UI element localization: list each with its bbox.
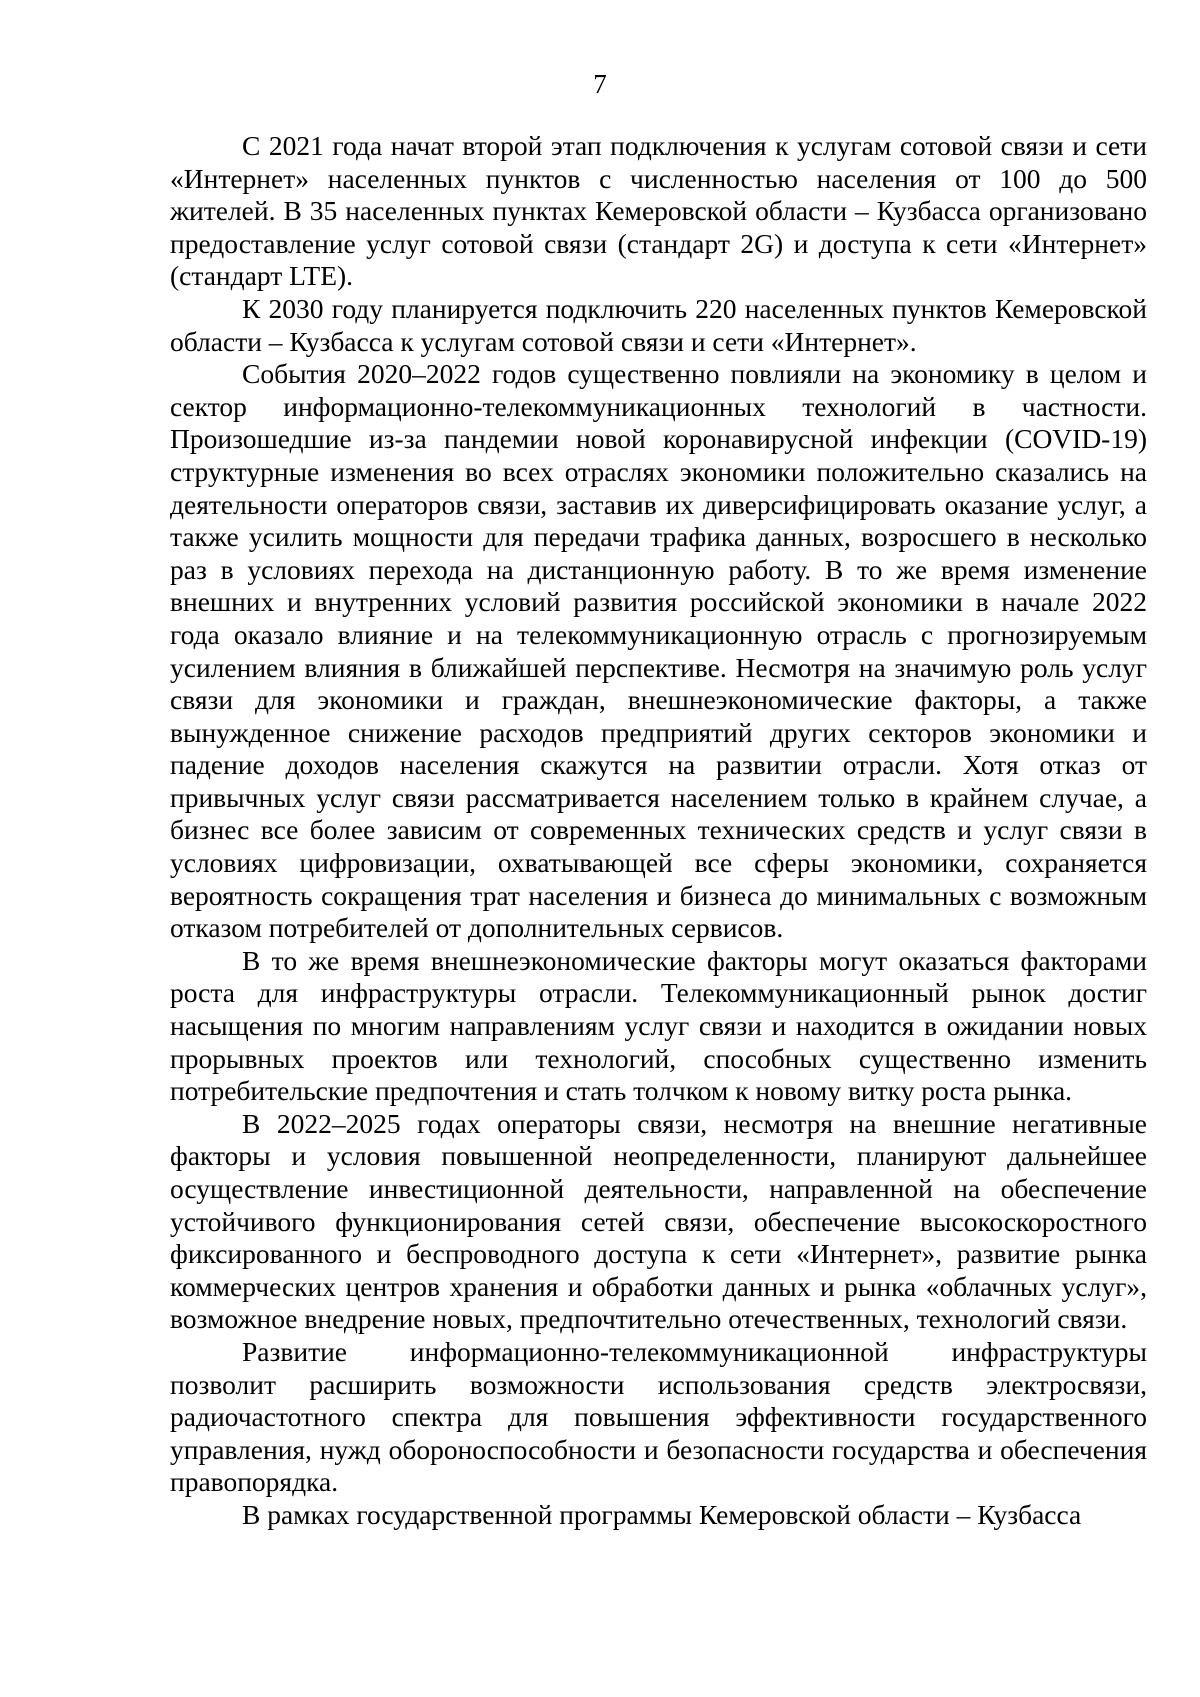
paragraph: События 2020–2022 годов существенно повлияли на экономику в целом и сектор информационно-телекоммуникационных технологий в частности. Произошедшие из-за пандемии новой коронавирусной инфекции (COVID-19) структурные изменения во всех отраслях экономики положительно сказались на деятельности операторов связи, заставив их диверсифицировать оказание услуг, а также усилить мощности для передачи трафика данных, возросшего в несколько раз в условиях перехода на дистанционную работу. В то же время изменение внешних и внутренних условий развития российской экономики в начале 2022 года оказало влияние и на телекоммуникационную отрасль с прогнозируемым усилением влияния в ближайшей перспективе. Несмотря на значимую роль услуг связи для экономики и граждан, внешнеэкономические факторы, а также вынужденное снижение расходов предприятий других секторов экономики и падение доходов населения скажутся на развитии отрасли. Хотя отказ от привычных услуг связи рассматривается населением только в крайнем случае, а бизнес все более зависим от современных технических средств и услуг связи в условиях цифровизации, охватывающей все сферы экономики, сохраняется вероятность сокращения трат населения и бизнеса до минимальных с возможным отказом потребителей от дополнительных сервисов. xyxy=(170,358,1147,944)
paragraph: В 2022–2025 годах операторы связи, несмотря на внешние негативные факторы и условия повышенной неопределенности, планируют дальнейшее осуществление инвестиционной деятельности, направленной на обеспечение устойчивого функционирования сетей связи, обеспечение высокоскоростного фиксированного и беспроводного доступа к сети «Интернет», развитие рынка коммерческих центров хранения и обработки данных и рынка «облачных услуг», возможное внедрение новых, предпочтительно отечественных, технологий связи. xyxy=(170,1107,1147,1335)
paragraph: К 2030 году планируется подключить 220 населенных пунктов Кемеровской области – Кузбасса к услугам сотовой связи и сети «Интернет». xyxy=(170,292,1147,357)
page-number: 7 xyxy=(593,69,607,99)
paragraph: Развитие информационно-телекоммуникационной инфраструктуры позволит расширить возможности использования средств электросвязи, радиочастотного спектра для повышения эффективности государственного управления, нужд обороноспособности и безопасности государства и обеспечения правопорядка. xyxy=(170,1335,1147,1498)
paragraph: В рамках государственной программы Кемеровской области – Кузбасса xyxy=(242,1498,1082,1530)
paragraph: С 2021 года начат второй этап подключения к услугам сотовой связи и сети «Интернет» населенных пунктов с численностью населения от 100 до 500 жителей. В 35 населенных пунктах Кемеровской области – Кузбасса организовано предоставление услуг сотовой связи (стандарт 2G) и доступа к сети «Интернет» (стандарт LTE). xyxy=(170,130,1147,292)
document-body xyxy=(170,130,1147,1532)
paragraph: В то же время внешнеэкономические факторы могут оказаться факторами роста для инфраструктуры отрасли. Телекоммуникационный рынок достиг насыщения по многим направлениям услуг связи и находится в ожидании новых прорывных проектов или технологий, способных существенно изменить потребительские предпочтения и стать толчком к новому витку роста рынка. xyxy=(170,944,1147,1107)
